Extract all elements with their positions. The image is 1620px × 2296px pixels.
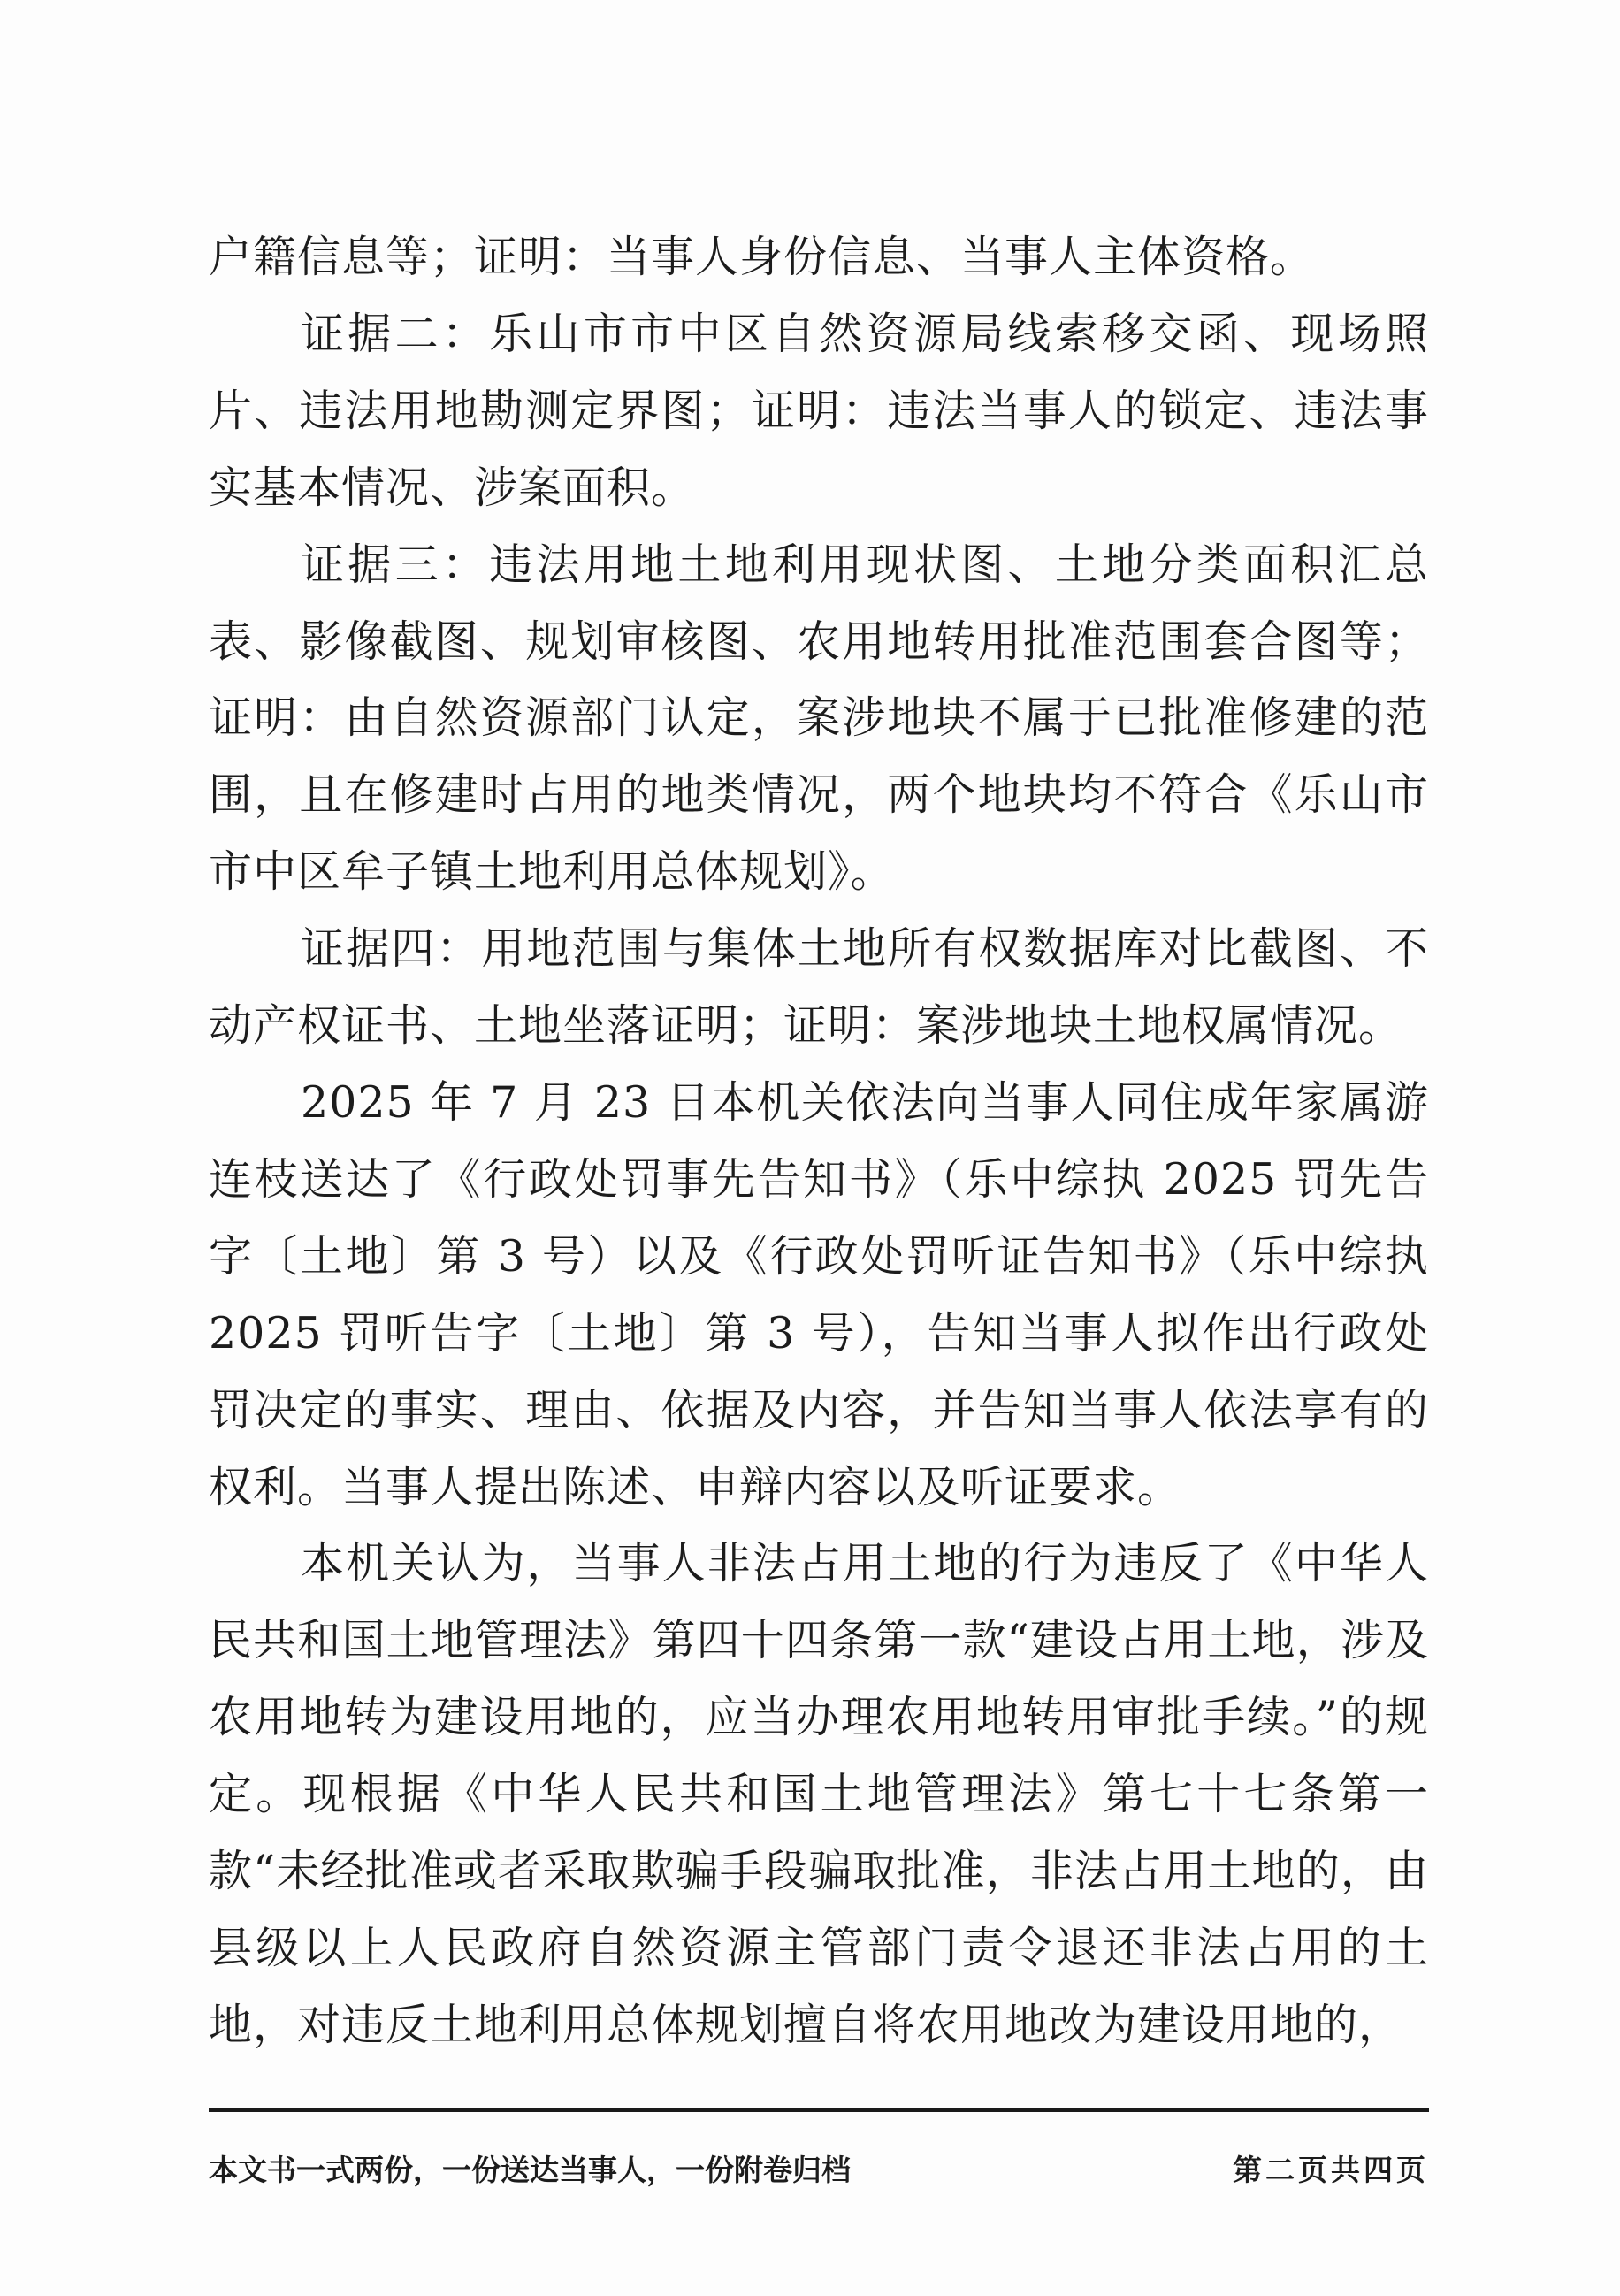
paragraph-continuation: 户籍信息等；证明：当事人身份信息、当事人主体资格。 [209,232,1315,282]
paragraph-evidence-3: 证据三：违法用地土地利用现状图、土地分类面积汇总表、影像截图、规划审核图、农用地转用批准范围套合图等；证明：由自然资源部门认定，案涉地块不属于已批准修建的范围，且在修建时占用的地类情况，两个地块均不符合《乐山市市中区牟子镇土地利用总体规划》。 [209,539,1429,898]
paragraph-evidence-2: 证据二：乐山市市中区自然资源局线索移交函、现场照片、违法用地勘测定界图；证明：违法当事人的锁定、违法事实基本情况、涉案面积。 [209,308,1429,513]
document-body [209,219,1429,2064]
footer-divider [209,2108,1429,2112]
footer-copies-note: 本文书一式两份，一份送达当事人，一份附卷归档 [209,2153,851,2187]
page-number: 第二页共四页 [1233,2153,1429,2187]
paragraph-evidence-4: 证据四：用地范围与集体土地所有权数据库对比截图、不动产权证书、土地坐落证明；证明：案涉地块土地权属情况。 [209,923,1429,1052]
paragraph-legal-basis: 本机关认为，当事人非法占用土地的行为违反了《中华人民共和国土地管理法》第四十四条第一款“建设占用土地，涉及农用地转为建设用地的，应当办理农用地转用审批手续。”的规定。现根据《中华人民共和国土地管理法》第七十七条第一款“未经批准或者采取欺骗手段骗取批准，非法占用土地的，由县级以上人民政府自然资源主管部门责令退还非法占用的土地，对违反土地利用总体规划擅自将农用地改为建设用地的， [209,1538,1429,2050]
paragraph-notice-delivery: 2025 年 7 月 23 日本机关依法向当事人同住成年家属游连枝送达了《行政处罚事先告知书》（乐中综执 2025 罚先告字〔土地〕第 3 号）以及《行政处罚听证告知书》（乐中综执 2025 罚听告字〔土地〕第 3 号），告知当事人拟作出行政处罚决定的事实、理由、依据及内容，并告知当事人依法享有的权利。当事人提出陈述、申辩内容以及听证要求。 [209,1076,1429,1512]
